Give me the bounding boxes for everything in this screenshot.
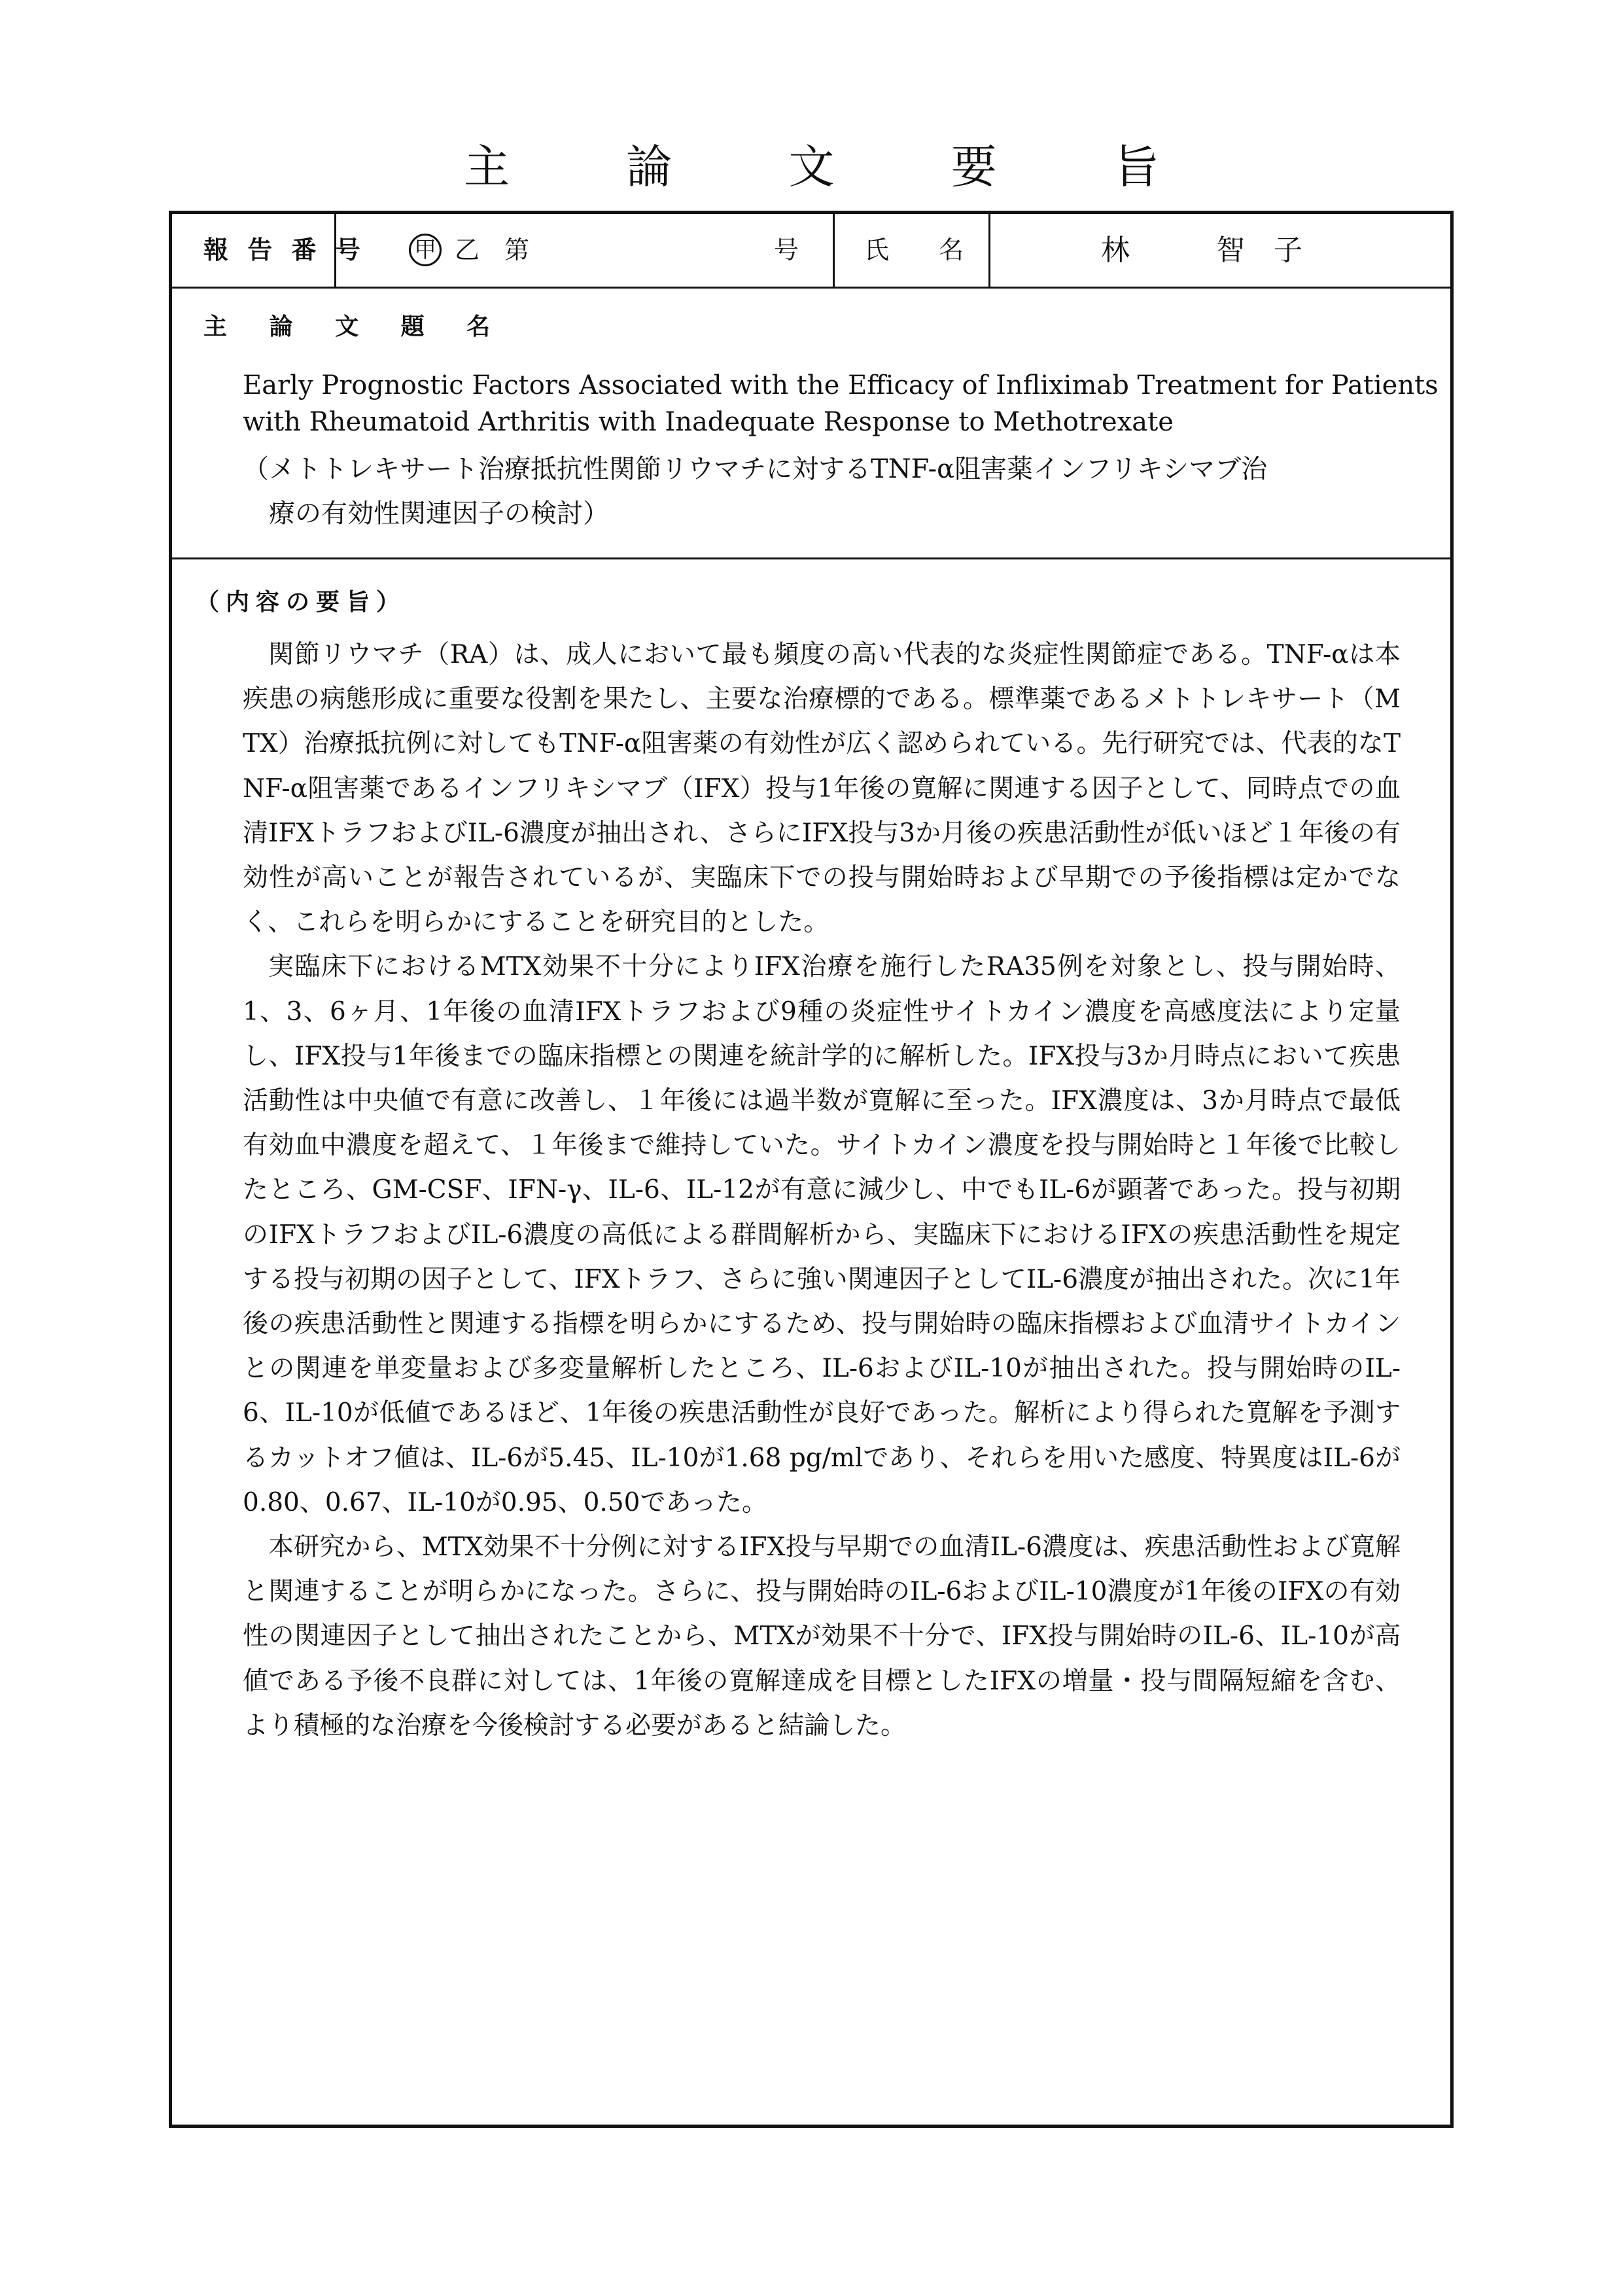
- report-number-label: 報 告 番 号: [203, 236, 366, 264]
- thesis-title-english-line: Early Prognostic Factors Associated with the Efficacy of Infliximab Treatment for Patients: [243, 370, 1439, 400]
- thesis-title-english-line: with Rheumatoid Arthritis with Inadequate Response to Methotrexate: [243, 407, 1174, 437]
- thesis-title-japanese: [243, 447, 1267, 536]
- summary-form: [169, 211, 1454, 2128]
- kou-circled-mark: 甲: [409, 234, 442, 266]
- divider: [833, 214, 835, 287]
- page-title: 主 論 文 要 旨: [463, 140, 1210, 194]
- thesis-title-label: 主 論 文 題 名: [203, 313, 508, 340]
- summary-paragraph-results: 実臨床下におけるMTX効果不十分によりIFX治療を施行したRA35例を対象とし、投与開始時、1、3、6ヶ月、1年後の血清IFXトラフおよび9種の炎症性サイトカイン濃度を高感度法により定量し、IFX投与1年後までの臨床指標との関連を統計学的に解析した。IFX投与3か月時点において疾患活動性は中央値で有意に改善し、１年後には過半数が寛解に至った。IFX濃度は、3か月時点で最低有効血中濃度を超えて、１年後まで維持していた。サイトカイン濃度を投与開始時と１年後で比較したところ、GM-CSF、IFN-γ、IL-6、IL-12が有意に減少し、中でもIL-6が顕著であった。投与初期のIFXトラフおよびIL-6濃度の高低による群間解析から、実臨床下におけるIFXの疾患活動性を規定する投与初期の因子として、IFXトラフ、さらに強い関連因子としてIL-6濃度が抽出された。次に1年後の疾患活動性と関連する指標を明らかにするため、投与開始時の臨床指標および血清サイトカインとの関連を単変量および多変量解析したところ、IL-6およびIL-10が抽出された。投与開始時のIL-6、IL-10が低値であるほど、1年後の疾患活動性が良好であった。解析により得られた寛解を予測するカットオフ値は、IL-6が5.45、IL-10が1.68 pg/mlであり、それらを用いた感度、特異度はIL-6が0.80、0.67、IL-10が0.95、0.50であった。: [243, 952, 1401, 1517]
- thesis-title-section: [172, 289, 1450, 559]
- summary-paragraph-conclusion: 本研究から、MTX効果不十分例に対するIFX投与早期での血清IL-6濃度は、疾患活動性および寛解と関連することが明らかになった。さらに、投与開始時のIL-6およびIL-10濃度が1年後のIFXの有効性の関連因子として抽出されたことから、MTXが効果不十分で、IFX投与開始時のIL-6、IL-10が高値である予後不良群に対しては、1年後の寛解達成を目標としたIFXの増量・投与間隔短縮を含む、より積極的な治療を今後検討する必要があると結論した。: [243, 1532, 1401, 1740]
- content-summary-label: （内容の要旨）: [196, 589, 407, 616]
- author-name: 林 智 子: [1101, 234, 1302, 267]
- gou-label: 号: [774, 236, 799, 264]
- thesis-title-english: [243, 367, 1439, 440]
- otsu-dai-label: 乙 第: [455, 236, 530, 264]
- thesis-title-japanese-line: （メトトレキサート治療抵抗性関節リウマチに対するTNF-α阻害薬インフリキシマブ治: [243, 454, 1268, 484]
- summary-body: [243, 633, 1401, 1748]
- thesis-title-japanese-line: 療の有効性関連因子の検討）: [243, 499, 609, 529]
- name-label: 氏 名: [864, 236, 964, 264]
- summary-paragraph-background: 関節リウマチ（RA）は、成人において最も頻度の高い代表的な炎症性関節症である。TNF-αは本疾患の病態形成に重要な役割を果たし、主要な治療標的である。標準薬であるメトトレキサート（MTX）治療抵抗例に対してもTNF-α阻害薬の有効性が広く認められている。先行研究では、代表的なTNF-α阻害薬であるインフリキシマブ（IFX）投与1年後の寛解に関連する因子として、同時点での血清IFXトラフおよびIL-6濃度が抽出され、さらにIFX投与3か月後の疾患活動性が低いほど１年後の有効性が高いことが報告されているが、実臨床下での投与開始時および早期での予後指標は定かでなく、これらを明らかにすることを研究目的とした。: [243, 640, 1401, 938]
- divider: [988, 214, 990, 287]
- report-info-row: [172, 214, 1450, 289]
- divider: [334, 214, 336, 287]
